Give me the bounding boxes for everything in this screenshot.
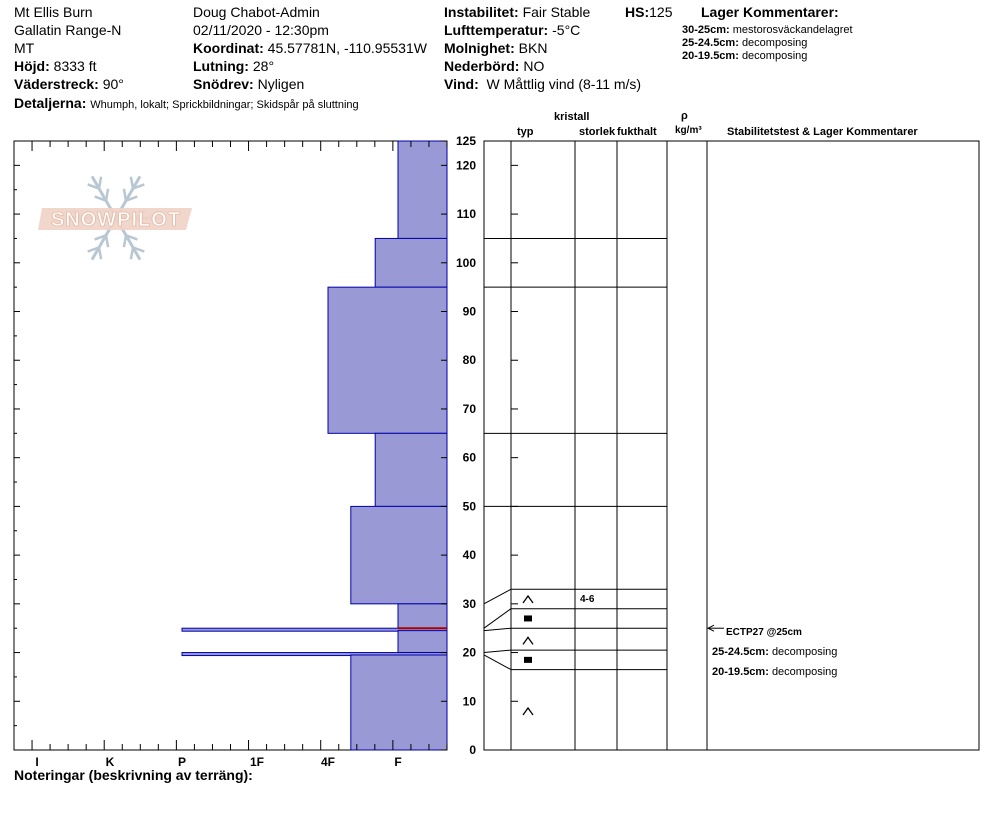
depth-tick-label: 90: [462, 304, 476, 319]
hardness-layer-bar: [398, 141, 447, 238]
cloud-value: BKN: [518, 40, 548, 56]
snowflake-branch: [106, 189, 108, 201]
grain-symbol-surface-hoar: [524, 657, 532, 663]
layer-connector: [484, 589, 511, 604]
airtemp-label: Lufttemperatur:: [444, 22, 549, 38]
snowflake-branch: [124, 235, 126, 247]
layer-connector: [484, 628, 511, 630]
elevation-label: Höjd:: [14, 58, 50, 74]
density-unit-header: kg/m³: [675, 125, 702, 136]
right-comment-range: 25-24.5cm:: [712, 646, 769, 658]
elevation-value: 8333 ft: [53, 58, 97, 74]
snowflake-branch: [99, 247, 101, 259]
drift-label: Snödrev:: [193, 76, 254, 92]
layer-comment-range: 30-25cm:: [682, 24, 730, 36]
state: MT: [14, 40, 35, 56]
snowflake-branch: [131, 247, 133, 259]
right-comment-range: 20-19.5cm:: [712, 666, 769, 678]
hardness-layer-bar: [328, 287, 447, 433]
rho-header: ρ: [681, 110, 688, 122]
grain-symbol-facets: [523, 637, 533, 644]
typ-header: typ: [517, 126, 534, 138]
right-comment-text: decomposing: [771, 666, 838, 678]
depth-tick-label: 70: [462, 401, 476, 416]
storlek-header: storlek: [579, 126, 616, 138]
layer-comments-title: Lager Kommentarer:: [701, 4, 839, 20]
aspect-label: Väderstreck:: [14, 76, 99, 92]
snowflake-branch: [131, 177, 133, 189]
drift-value: Nyligen: [257, 76, 305, 92]
fukthalt-header: fukthalt: [617, 126, 657, 138]
grain-symbol-facets: [523, 596, 533, 603]
hardness-tick-label: F: [394, 755, 402, 769]
snowflake-branch: [124, 189, 126, 201]
depth-tick-label: 120: [455, 158, 476, 173]
layer-connector: [484, 650, 511, 652]
grain-symbol-surface-hoar: [524, 615, 532, 621]
hs-label: HS:: [625, 4, 650, 20]
right-comment-text: decomposing: [771, 646, 838, 658]
hardness-tick-label: 1F: [249, 755, 265, 769]
layer-comment-text: decomposing: [741, 37, 808, 49]
depth-tick-label: 0: [469, 743, 476, 757]
grain-size-label: 4-6: [580, 593, 595, 605]
datetime: 02/11/2020 - 12:30pm: [193, 22, 329, 38]
depth-tick-label: 110: [456, 207, 476, 222]
hs-value: 125: [649, 4, 673, 20]
wind-value: W Måttlig vind (8-11 m/s): [486, 76, 642, 92]
depth-tick-label: 40: [462, 548, 476, 563]
instability-label: Instabilitet:: [444, 4, 519, 20]
stability-test: ECTP27 @25cm: [726, 627, 802, 638]
notes-label: Noteringar (beskrivning av terräng):: [14, 767, 253, 783]
snowflake-branch: [99, 177, 101, 189]
depth-tick-label: 80: [462, 353, 476, 368]
snowflake-branch: [106, 235, 108, 247]
precip-label: Nederbörd:: [444, 58, 520, 74]
wind-label: Vind:: [444, 76, 479, 92]
hardness-tick-label: 4F: [320, 755, 336, 769]
layer-comment-range: 20-19.5cm:: [682, 50, 739, 62]
depth-tick-label: 60: [462, 450, 476, 465]
details-value: Whumph, lokalt; Sprickbildningar; Skidspår på sluttning: [90, 99, 359, 111]
layer-comment-range: 25-24.5cm:: [682, 37, 739, 49]
observer: Doug Chabot-Admin: [193, 4, 320, 20]
aspect-value: 90°: [102, 76, 124, 92]
hardness-layer-bar: [351, 655, 447, 750]
hardness-layer-bar: [375, 433, 447, 506]
hardness-tick-label: I: [35, 755, 39, 769]
depth-tick-label: 30: [462, 596, 476, 611]
layer-connector: [484, 609, 511, 628]
coord-label: Koordinat:: [193, 40, 264, 56]
layer-comment-text: decomposing: [741, 50, 808, 62]
depth-tick-label: 50: [462, 499, 476, 514]
depth-tick-label: 20: [462, 645, 476, 660]
cloud-label: Molnighet:: [444, 40, 515, 56]
details-label: Detaljerna:: [14, 95, 87, 111]
snowpilot-logo: [38, 176, 192, 259]
hardness-tick-label: K: [105, 755, 115, 769]
layer-connector: [484, 655, 511, 670]
layer-table-frame: [484, 141, 979, 750]
precip-value: NO: [523, 58, 545, 74]
location-name: Mt Ellis Burn: [14, 4, 93, 20]
depth-tick-label: 10: [462, 694, 476, 709]
depth-tick-label: 125: [455, 134, 476, 148]
hardness-layer-bar: [351, 506, 447, 603]
slope-label: Lutning:: [193, 58, 249, 74]
kristall-header: kristall: [554, 111, 590, 123]
hardness-layer-bar: [398, 631, 447, 653]
stability-header: Stabilitetstest & Lager Kommentarer: [727, 126, 918, 138]
hardness-layer-bar: [398, 604, 447, 628]
depth-tick-label: 100: [455, 255, 476, 270]
airtemp-value: -5°C: [552, 22, 581, 38]
logo-text: SNOWPILOT: [50, 209, 182, 231]
coord-value: 45.57781N, -110.95531W: [267, 40, 427, 56]
hardness-tick-label: P: [177, 755, 187, 769]
layer-comment-text: mestorosväckandelagret: [732, 24, 853, 36]
instability-value: Fair Stable: [522, 4, 591, 20]
slope-value: 28°: [252, 58, 275, 74]
hardness-layer-bar: [375, 238, 447, 287]
mountain-range: Gallatin Range-N: [14, 22, 122, 38]
grain-symbol-facets: [523, 708, 533, 715]
